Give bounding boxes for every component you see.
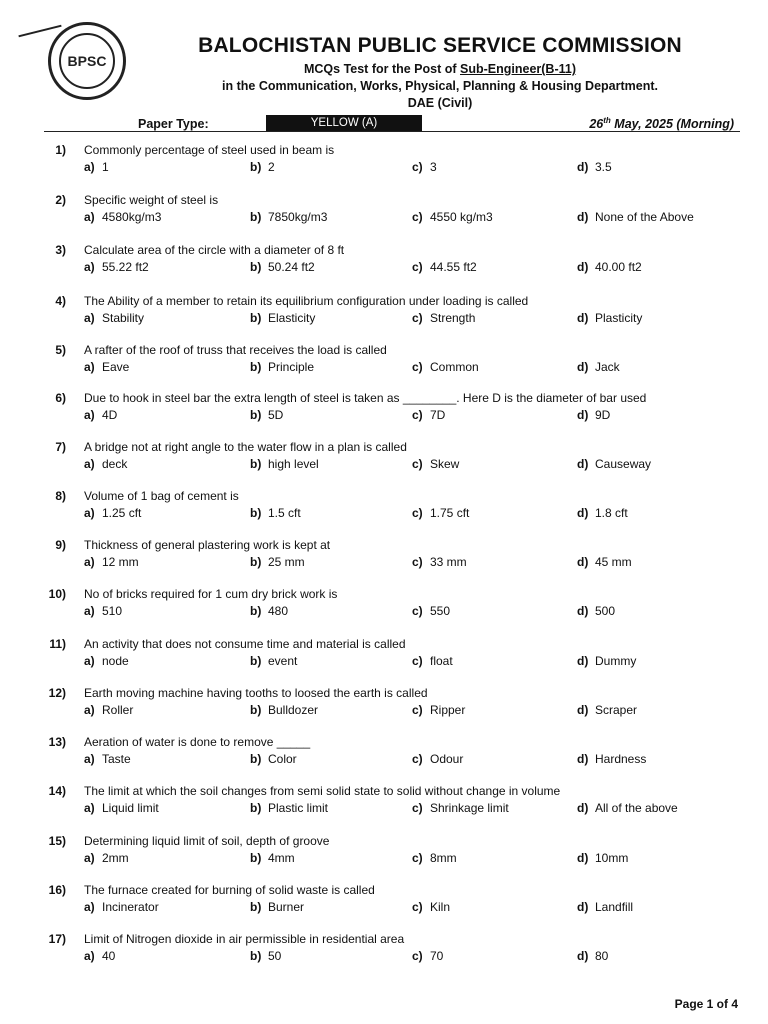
option-letter: d) [577, 900, 589, 914]
option-c [412, 260, 477, 274]
option-text: Skew [430, 457, 460, 471]
option-letter: b) [250, 360, 262, 374]
question-number: 4) [55, 294, 66, 308]
option-letter: d) [577, 160, 589, 174]
option-text: Ripper [430, 703, 466, 717]
option-letter: a) [84, 900, 95, 914]
option-text: 9D [595, 408, 611, 422]
option-letter: d) [577, 360, 589, 374]
option-text: 10mm [595, 851, 629, 865]
option-a [84, 210, 161, 224]
option-c [412, 210, 493, 224]
option-b [250, 210, 327, 224]
option-letter: a) [84, 801, 95, 815]
question-number: 8) [55, 489, 66, 503]
department-line: in the Communication, Works, Physical, Planning & Housing Department. [222, 79, 658, 93]
question-number: 7) [55, 440, 66, 454]
option-letter: d) [577, 457, 589, 471]
option-c [412, 457, 459, 471]
question-number: 12) [48, 686, 66, 700]
option-letter: d) [577, 801, 589, 815]
option-letter: c) [412, 408, 423, 422]
paper-info-row [44, 114, 740, 132]
question-text: Commonly percentage of steel used in beam is [84, 143, 335, 157]
option-text: Shrinkage limit [430, 801, 509, 815]
option-b [250, 851, 295, 865]
option-d [577, 457, 651, 471]
option-letter: b) [250, 457, 262, 471]
option-text: Strength [430, 311, 476, 325]
question-item [0, 388, 768, 428]
question-text: The limit at which the soil changes from semi solid state to solid without change in volume [84, 784, 561, 798]
option-b [250, 506, 301, 520]
question-number: 15) [48, 834, 66, 848]
option-letter: c) [412, 851, 423, 865]
option-letter: a) [84, 160, 95, 174]
option-letter: b) [250, 210, 262, 224]
option-d [577, 555, 632, 569]
option-text: Plastic limit [268, 801, 329, 815]
question-text: Specific weight of steel is [84, 193, 219, 207]
option-c [412, 851, 457, 865]
question-item [0, 880, 768, 920]
option-a [84, 360, 129, 374]
option-letter: b) [250, 408, 262, 422]
question-text: Limit of Nitrogen dioxide in air permissible in residential area [84, 932, 405, 946]
option-d [577, 949, 608, 963]
option-text: float [430, 654, 453, 668]
date-rest: May, 2025 (Morning) [610, 117, 734, 132]
option-c [412, 408, 445, 422]
option-letter: b) [250, 752, 262, 766]
question-number: 1) [55, 143, 66, 157]
option-d [577, 360, 620, 374]
option-letter: b) [250, 900, 262, 914]
question-text: An activity that does not consume time and material is called [84, 637, 406, 651]
option-letter: d) [577, 703, 589, 717]
option-c [412, 160, 437, 174]
option-b [250, 604, 288, 618]
option-text: Color [268, 752, 297, 766]
option-text: deck [102, 457, 128, 471]
option-letter: c) [412, 210, 423, 224]
option-d [577, 311, 642, 325]
option-letter: a) [84, 654, 95, 668]
option-c [412, 752, 463, 766]
option-text: 1.75 cft [430, 506, 470, 520]
option-d [577, 851, 628, 865]
option-d [577, 604, 615, 618]
option-d [577, 752, 646, 766]
option-c [412, 654, 453, 668]
question-item [0, 535, 768, 575]
option-a [84, 703, 133, 717]
commission-seal-logo [48, 22, 126, 100]
question-item [0, 340, 768, 380]
option-a [84, 506, 141, 520]
option-text: 40 [102, 949, 116, 963]
option-a [84, 949, 115, 963]
option-text: 8mm [430, 851, 457, 865]
question-item [0, 240, 768, 280]
option-letter: a) [84, 703, 95, 717]
option-b [250, 457, 319, 471]
option-a [84, 555, 139, 569]
question-number: 2) [55, 193, 66, 207]
question-text: A bridge not at right angle to the water flow in a plan is called [84, 440, 407, 454]
option-letter: a) [84, 457, 95, 471]
option-letter: b) [250, 801, 262, 815]
option-letter: a) [84, 506, 95, 520]
option-text: Taste [102, 752, 131, 766]
question-item [0, 683, 768, 723]
option-c [412, 801, 509, 815]
option-text: 3 [430, 160, 437, 174]
question-number: 16) [48, 883, 66, 897]
option-c [412, 949, 443, 963]
option-text: 4mm [268, 851, 295, 865]
option-letter: a) [84, 260, 95, 274]
option-text: Scraper [595, 703, 638, 717]
question-item [0, 831, 768, 871]
option-letter: d) [577, 260, 589, 274]
date-suffix: th [603, 116, 611, 125]
option-text: 5D [268, 408, 284, 422]
option-letter: a) [84, 408, 95, 422]
option-text: 500 [595, 604, 616, 618]
option-b [250, 654, 297, 668]
option-letter: a) [84, 360, 95, 374]
option-text: 7D [430, 408, 446, 422]
option-letter: a) [84, 752, 95, 766]
option-text: node [102, 654, 129, 668]
option-text: 25 mm [268, 555, 305, 569]
question-number: 13) [48, 735, 66, 749]
option-letter: d) [577, 311, 589, 325]
option-c [412, 311, 475, 325]
question-item [0, 584, 768, 624]
option-text: Kiln [430, 900, 451, 914]
option-d [577, 900, 633, 914]
option-text: event [268, 654, 298, 668]
option-letter: a) [84, 851, 95, 865]
option-letter: c) [412, 360, 423, 374]
option-text: 510 [102, 604, 123, 618]
option-letter: d) [577, 408, 589, 422]
option-letter: a) [84, 555, 95, 569]
option-letter: d) [577, 949, 589, 963]
option-letter: c) [412, 457, 423, 471]
option-a [84, 408, 117, 422]
option-letter: d) [577, 604, 589, 618]
option-letter: b) [250, 851, 262, 865]
option-letter: b) [250, 160, 262, 174]
post-name: Sub-Engineer(B-11) [460, 62, 577, 76]
option-text: high level [268, 457, 319, 471]
question-text: Earth moving machine having tooths to loosed the earth is called [84, 686, 428, 700]
option-letter: c) [412, 801, 423, 815]
question-text: The Ability of a member to retain its equilibrium configuration under loading is called [84, 294, 529, 308]
seal-text: BPSC [59, 33, 115, 89]
question-text: Determining liquid limit of soil, depth of groove [84, 834, 330, 848]
option-d [577, 703, 637, 717]
option-a [84, 851, 129, 865]
option-text: 3.5 [595, 160, 612, 174]
option-a [84, 457, 127, 471]
option-a [84, 801, 159, 815]
option-letter: a) [84, 604, 95, 618]
question-item [0, 291, 768, 331]
option-letter: a) [84, 210, 95, 224]
question-number: 9) [55, 538, 66, 552]
option-c [412, 555, 467, 569]
option-letter: d) [577, 210, 589, 224]
option-text: 80 [595, 949, 609, 963]
option-b [250, 260, 315, 274]
option-letter: d) [577, 851, 589, 865]
question-text: No of bricks required for 1 cum dry brick work is [84, 587, 338, 601]
question-text: Volume of 1 bag of cement is [84, 489, 239, 503]
question-item [0, 732, 768, 772]
option-letter: c) [412, 604, 423, 618]
option-text: Stability [102, 311, 145, 325]
option-text: Landfill [595, 900, 634, 914]
question-item [0, 486, 768, 526]
option-text: Principle [268, 360, 315, 374]
option-d [577, 160, 612, 174]
option-a [84, 752, 131, 766]
option-b [250, 408, 283, 422]
option-text: 4D [102, 408, 118, 422]
option-text: All of the above [595, 801, 678, 815]
option-text: Dummy [595, 654, 637, 668]
question-number: 11) [49, 637, 66, 651]
question-number: 10) [48, 587, 66, 601]
option-text: 55.22 ft2 [102, 260, 149, 274]
option-text: 45 mm [595, 555, 632, 569]
option-letter: b) [250, 260, 262, 274]
option-d [577, 506, 628, 520]
option-letter: c) [412, 752, 423, 766]
option-text: 4580kg/m3 [102, 210, 162, 224]
option-letter: c) [412, 703, 423, 717]
option-text: 7850kg/m3 [268, 210, 328, 224]
option-a [84, 604, 122, 618]
option-text: 33 mm [430, 555, 467, 569]
exam-subtitle [140, 62, 740, 76]
option-letter: c) [412, 311, 423, 325]
question-text: A rafter of the roof of truss that receives the load is called [84, 343, 387, 357]
option-text: Roller [102, 703, 134, 717]
option-text: 480 [268, 604, 289, 618]
option-letter: d) [577, 506, 589, 520]
option-text: 40.00 ft2 [595, 260, 642, 274]
page-number: Page 1 of 4 [674, 997, 738, 1011]
pen-mark [18, 25, 61, 38]
option-letter: b) [250, 654, 262, 668]
option-text: Odour [430, 752, 464, 766]
option-letter: c) [412, 160, 423, 174]
option-a [84, 160, 109, 174]
option-text: 50.24 ft2 [268, 260, 315, 274]
option-letter: d) [577, 752, 589, 766]
option-letter: c) [412, 900, 423, 914]
option-text: Common [430, 360, 479, 374]
option-text: 550 [430, 604, 451, 618]
header-divider [44, 131, 740, 132]
option-d [577, 408, 610, 422]
option-b [250, 801, 328, 815]
option-text: None of the Above [595, 210, 694, 224]
option-text: 4550 kg/m3 [430, 210, 493, 224]
option-text: 12 mm [102, 555, 139, 569]
option-b [250, 311, 315, 325]
option-letter: a) [84, 311, 95, 325]
option-d [577, 654, 636, 668]
option-letter: d) [577, 555, 589, 569]
option-text: 50 [268, 949, 282, 963]
option-text: Hardness [595, 752, 647, 766]
option-text: 1.5 cft [268, 506, 301, 520]
exam-date [589, 116, 734, 131]
option-letter: c) [412, 555, 423, 569]
option-text: Liquid limit [102, 801, 159, 815]
option-b [250, 949, 281, 963]
question-text: Aeration of water is done to remove _____ [84, 735, 311, 749]
option-text: 44.55 ft2 [430, 260, 477, 274]
option-text: Eave [102, 360, 130, 374]
option-text: Elasticity [268, 311, 316, 325]
option-text: 2mm [102, 851, 129, 865]
subtitle-prefix: MCQs Test for the Post of [303, 62, 461, 76]
option-text: 1.25 cft [102, 506, 142, 520]
option-b [250, 703, 318, 717]
option-letter: b) [250, 949, 262, 963]
option-b [250, 900, 304, 914]
option-b [250, 752, 297, 766]
paper-type-badge: YELLOW (A) [266, 115, 422, 131]
option-letter: c) [412, 654, 423, 668]
page-title: BALOCHISTAN PUBLIC SERVICE COMMISSION [198, 34, 682, 57]
question-text: Thickness of general plastering work is kept at [84, 538, 331, 552]
option-text: Causeway [595, 457, 652, 471]
question-number: 6) [55, 391, 66, 405]
option-text: Jack [595, 360, 620, 374]
option-letter: b) [250, 703, 262, 717]
question-number: 17) [48, 932, 66, 946]
option-d [577, 801, 678, 815]
option-c [412, 703, 465, 717]
option-letter: b) [250, 604, 262, 618]
option-letter: d) [577, 654, 589, 668]
question-item [0, 929, 768, 969]
paper-type-label: Paper Type: [138, 117, 209, 131]
question-text: The furnace created for burning of solid waste is called [84, 883, 375, 897]
option-text: Incinerator [102, 900, 159, 914]
option-c [412, 506, 469, 520]
option-text: Burner [268, 900, 305, 914]
question-item [0, 437, 768, 477]
option-c [412, 900, 450, 914]
option-d [577, 260, 642, 274]
option-text: 1.8 cft [595, 506, 628, 520]
question-item [0, 634, 768, 674]
option-text: Plasticity [595, 311, 643, 325]
option-text: 2 [268, 160, 275, 174]
option-letter: b) [250, 506, 262, 520]
option-a [84, 900, 159, 914]
option-letter: c) [412, 949, 423, 963]
question-item [0, 781, 768, 821]
option-letter: c) [412, 260, 423, 274]
option-b [250, 555, 305, 569]
option-letter: b) [250, 555, 262, 569]
option-b [250, 160, 275, 174]
question-text: Calculate area of the circle with a diameter of 8 ft [84, 243, 345, 257]
question-number: 5) [55, 343, 66, 357]
option-letter: b) [250, 311, 262, 325]
date-day: 26 [589, 117, 604, 132]
option-a [84, 311, 144, 325]
option-letter: c) [412, 506, 423, 520]
question-number: 14) [48, 784, 66, 798]
question-item [0, 190, 768, 230]
discipline-line: DAE (Civil) [407, 96, 473, 110]
question-text: Due to hook in steel bar the extra length of steel is taken as ________. Here D is the diameter of bar used [84, 391, 647, 405]
option-text: 70 [430, 949, 444, 963]
question-number: 3) [55, 243, 66, 257]
option-c [412, 604, 450, 618]
option-text: 1 [102, 160, 109, 174]
option-text: Bulldozer [268, 703, 319, 717]
option-b [250, 360, 314, 374]
question-item [0, 140, 768, 180]
option-a [84, 260, 149, 274]
option-a [84, 654, 129, 668]
option-letter: a) [84, 949, 95, 963]
option-d [577, 210, 694, 224]
option-c [412, 360, 479, 374]
